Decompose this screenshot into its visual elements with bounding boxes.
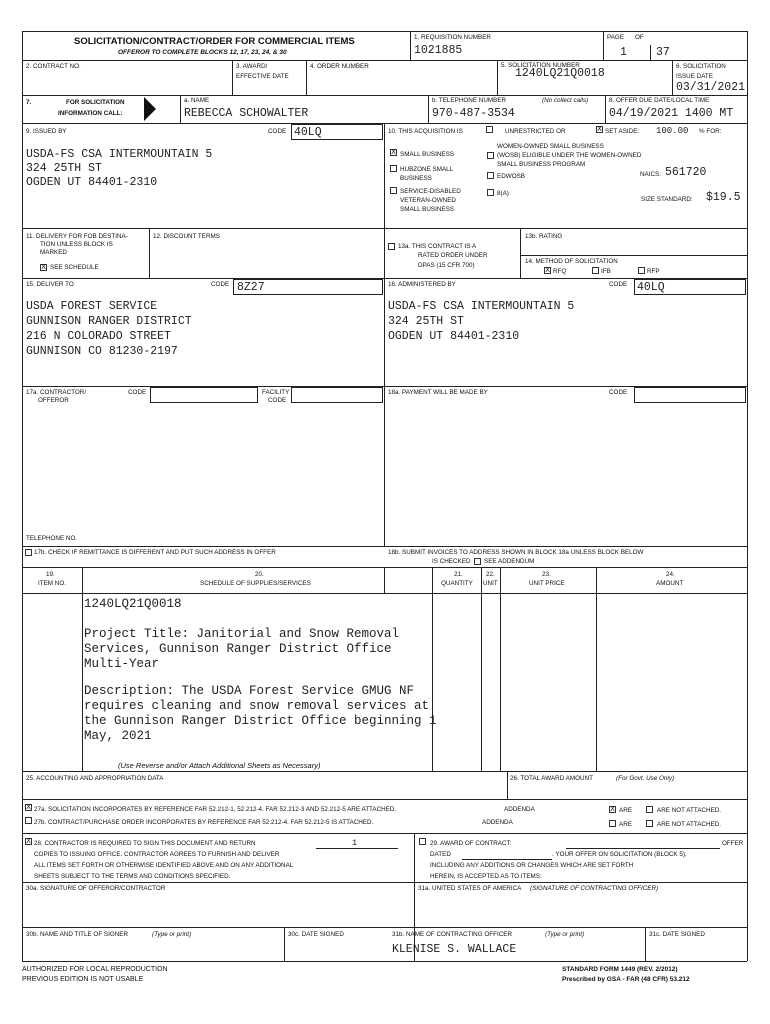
unrestricted-label: UNRESTRICTED OR <box>505 128 566 135</box>
col-23-number: 23. <box>542 571 551 578</box>
rated-order-label-2: RATED ORDER UNDER <box>418 252 488 259</box>
submit-invoices-label-2: IS CHECKED <box>432 558 471 565</box>
set-aside-for-label: % FOR: <box>699 128 722 135</box>
deliver-to-code-label: CODE <box>211 281 230 288</box>
block-28-line-1: 28. CONTRACTOR IS REQUIRED TO SIGN THIS DOCUMENT AND RETURN <box>34 840 256 847</box>
solicitation-date-value: 03/31/2021 <box>676 81 746 94</box>
signature-contractor-label: 30a. SIGNATURE OF OFFEROR/CONTRACTOR <box>26 885 166 892</box>
rated-order-label-3: DPAS (15 CFR 700) <box>418 262 475 269</box>
issued-by-code-label: CODE <box>268 128 287 135</box>
sdvosb-checkbox[interactable] <box>390 187 397 194</box>
offer-due-label: 8. OFFER DUE DATE/LOCAL TIME <box>609 97 710 104</box>
reverse-sheets-note: (Use Reverse and/or Attach Additional Sheets as Necessary) <box>118 761 321 770</box>
copies-underline <box>316 848 398 849</box>
rfq-checkbox[interactable]: X <box>545 266 550 274</box>
administered-by-line-2: 324 25TH ST <box>388 315 464 328</box>
block-27a-text: 27a. SOLICITATION INCORPORATES BY REFERENCE FAR 52.212-1, 52.212-4. FAR 52.212-3 AND 52.212-5 ARE ATTACHED. <box>34 806 397 813</box>
solicitation-date-label-2: ISSUE DATE <box>676 73 713 80</box>
contracting-officer-type-label: (Type or print) <box>545 931 585 938</box>
col-unit-header: UNIT <box>483 580 498 587</box>
telephone-label: b. TELEPHONE NUMBER <box>432 97 507 104</box>
officer-date-signed-label: 31c. DATE SIGNED <box>649 931 705 938</box>
eight-a-checkbox[interactable] <box>487 189 494 196</box>
footer-standard-form: STANDARD FORM 1449 (REV. 2/2012) <box>562 966 678 973</box>
hubzone-label-2: BUSINESS <box>400 175 432 182</box>
block-28-line-4: SHEETS SUBJECT TO THE TERMS AND CONDITIONS SPECIFIED. <box>34 873 231 880</box>
sdvosb-label-1: SERVICE-DISABLED <box>400 188 461 195</box>
block-29-dated: DATED <box>430 851 451 858</box>
block-27a-are-checkbox[interactable]: X <box>610 805 615 813</box>
arrow-right-icon <box>143 96 157 122</box>
hubzone-checkbox[interactable] <box>390 165 397 172</box>
col-21-number: 21. <box>454 571 463 578</box>
block-27b-are-label: ARE <box>619 821 632 828</box>
deliver-to-line-1: USDA FOREST SERVICE <box>26 300 158 313</box>
offer-due-value: 04/19/2021 1400 MT <box>609 107 734 120</box>
block-27b-checkbox[interactable] <box>25 817 32 824</box>
col-amount-header: AMOUNT <box>656 580 684 587</box>
block-27a-are-not-checkbox[interactable] <box>646 806 653 813</box>
code-box-payment <box>634 387 746 403</box>
wosb-label-3: SMALL BUSINESS PROGRAM <box>497 161 586 168</box>
solicitation-date-label-1: 6. SOLICITATION <box>676 63 726 70</box>
block-28-checkbox[interactable]: X <box>26 837 31 845</box>
set-aside-checkbox[interactable]: X <box>597 125 602 133</box>
see-schedule-label: SEE SCHEDULE <box>50 264 99 271</box>
contact-name-label: a. NAME <box>184 97 210 104</box>
block-28-line-2: COPIES TO ISSUING OFFICE. CONTRACTOR AGREES TO FURNISH AND DELIVER <box>34 851 280 858</box>
description-line-3: the Gunnison Ranger District Office beginning 1 <box>84 714 437 728</box>
remittance-checkbox[interactable] <box>25 549 32 556</box>
info-call-label-1: FOR SOLICITATION <box>66 99 125 106</box>
unrestricted-checkbox[interactable] <box>486 126 493 133</box>
block-27b-addenda: ADDENDA <box>482 819 513 826</box>
col-quantity-header: QUANTITY <box>441 580 473 587</box>
block-29-line-3: INCLUDING ANY ADDITIONS OR CHANGES WHICH ARE SET FORTH <box>430 862 634 869</box>
signer-name-label: 30b. NAME AND TITLE OF SIGNER <box>26 931 129 938</box>
signer-name-type-label: (Type or print) <box>152 931 192 938</box>
set-aside-label: SET ASIDE: <box>605 128 640 135</box>
code-box-facility <box>291 387 383 403</box>
block-29-offer: OFFER <box>722 840 744 847</box>
requisition-number-label: 1. REQUISITION NUMBER <box>414 34 491 41</box>
block-27a-are-not-label: ARE NOT ATTACHED. <box>657 807 722 814</box>
form-subtitle: OFFEROR TO COMPLETE BLOCKS 12, 17, 23, 24, & 30 <box>118 49 287 56</box>
issued-by-code-value: 40LQ <box>294 126 322 139</box>
contractor-code-label: CODE <box>128 389 147 396</box>
administered-by-label: 16. ADMINISTERED BY <box>388 281 456 288</box>
delivery-fob-label-3: MARKED <box>40 249 67 256</box>
sdvosb-label-3: SMALL BUSINESS <box>400 206 455 213</box>
col-24-number: 24. <box>666 571 675 578</box>
see-addendum-label: SEE ADDENDUM <box>484 558 535 565</box>
edwosb-checkbox[interactable] <box>487 172 494 179</box>
solicitation-number-value: 1240LQ21Q0018 <box>515 67 605 80</box>
block-27a-are-label: ARE <box>619 807 632 814</box>
col-20-number: 20. <box>255 571 264 578</box>
rfp-label: RFP <box>647 268 660 275</box>
col-unit-price-header: UNIT PRICE <box>529 580 565 587</box>
block-27b-are-not-label: ARE NOT ATTACHED. <box>657 821 722 828</box>
issued-by-line-2: 324 25TH ST <box>26 162 102 175</box>
facility-code-label-2: CODE <box>268 397 287 404</box>
block-29-line-1: 29. AWARD OF CONTRACT: <box>430 840 512 847</box>
delivery-fob-label-2: TION UNLESS BLOCK IS <box>40 241 113 248</box>
footer-local-reproduction: AUTHORIZED FOR LOCAL REPRODUCTION <box>22 966 168 973</box>
wosb-label-1: WOMEN-OWNED SMALL BUSINESS <box>497 143 604 150</box>
block-27b-text: 27b. CONTRACT/PURCHASE ORDER INCORPORATES BY REFERENCE FAR 52.212-4. FAR 52.212-5 IS ATTACHED. <box>34 819 374 826</box>
block-27b-are-checkbox[interactable] <box>609 820 616 827</box>
solicitation-number-label: 5. SOLICITATION NUMBER <box>501 62 580 69</box>
naics-label: NAICS: <box>640 171 661 178</box>
contracting-officer-name-value: KLENISE S. WALLACE <box>392 943 517 956</box>
page-label: PAGE <box>607 34 625 41</box>
deliver-to-code-value: 8Z27 <box>237 281 265 294</box>
payment-code-label: CODE <box>609 389 628 396</box>
rating-label: 13b. RATING <box>525 233 563 240</box>
requisition-number-value: 1021885 <box>414 44 463 57</box>
see-addendum-checkbox[interactable] <box>474 558 481 565</box>
block-27b-are-not-checkbox[interactable] <box>646 820 653 827</box>
method-solicitation-label: 14. METHOD OF SOLICITATION <box>525 258 618 265</box>
contractor-label-1: 17a. CONTRACTOR/ <box>26 389 87 396</box>
footer-prescribed-by: Prescribed by GSA - FAR (48 CFR) 53.212 <box>562 976 690 983</box>
description-line-4: May, 2021 <box>84 729 152 743</box>
project-title-line-2: Services, Gunnison Ranger District Office <box>84 642 392 656</box>
form-title: SOLICITATION/CONTRACT/ORDER FOR COMMERCIAL ITEMS <box>74 36 355 47</box>
accounting-data-label: 25. ACCOUNTING AND APPROPRIATION DATA <box>26 775 164 782</box>
col-22-number: 22. <box>486 571 495 578</box>
description-line-2: requires cleaning and snow removal services at <box>84 699 430 713</box>
acquisition-label: 10. THIS ACQUISITION IS <box>388 128 463 135</box>
col-item-no-header: ITEM NO. <box>38 580 66 587</box>
deliver-to-label: 15. DELIVER TO <box>26 281 74 288</box>
deliver-to-line-3: 216 N COLORADO STREET <box>26 330 171 343</box>
block-27a-addenda: ADDENDA <box>504 806 535 813</box>
telephone-value: 970-487-3534 <box>432 107 515 120</box>
set-aside-percent: 100.00 <box>656 126 689 136</box>
rfq-label: RFQ <box>553 268 567 275</box>
copies-value: 1 <box>352 838 358 848</box>
delivery-fob-label-1: 11. DELIVERY FOR FOB DESTINA- <box>26 233 128 240</box>
total-award-label: 26. TOTAL AWARD AMOUNT <box>510 775 593 782</box>
of-label: OF <box>635 34 644 41</box>
contractor-label-2: OFFEROR <box>38 397 69 404</box>
award-underline <box>566 848 720 849</box>
see-schedule-checkbox[interactable]: X <box>41 263 46 271</box>
block-28-line-3: ALL ITEMS SET FORTH OR OTHERWISE IDENTIFIED ABOVE AND ON ANY ADDITIONAL <box>34 862 294 869</box>
rfp-checkbox[interactable] <box>638 267 645 274</box>
issued-by-line-1: USDA-FS CSA INTERMOUNTAIN 5 <box>26 148 213 161</box>
project-title-line-3: Multi-Year <box>84 657 160 671</box>
order-number-label: 4. ORDER NUMBER <box>310 63 369 70</box>
administered-by-line-3: OGDEN UT 84401-2310 <box>388 330 520 343</box>
no-collect-label: (No collect calls) <box>542 97 589 104</box>
block-7-number: 7. <box>26 99 32 106</box>
page-total: 37 <box>656 46 670 59</box>
discount-terms-label: 12. DISCOUNT TERMS <box>153 233 220 240</box>
project-title-line-1: Project Title: Janitorial and Snow Removal <box>84 627 400 641</box>
size-standard-label: SIZE STANDARD: <box>641 196 693 203</box>
col-schedule-header: SCHEDULE OF SUPPLIES/SERVICES <box>200 580 311 587</box>
total-award-note: (For Govt. Use Only) <box>616 775 675 782</box>
award-date-label-2: EFFECTIVE DATE <box>236 73 289 80</box>
administered-by-code-value: 40LQ <box>637 281 665 294</box>
telephone-no-label: TELEPHONE NO. <box>26 535 78 542</box>
rated-order-checkbox[interactable] <box>388 243 395 250</box>
dated-underline <box>462 859 552 860</box>
administered-by-code-label: CODE <box>609 281 628 288</box>
hubzone-label-1: HUBZONE SMALL <box>400 166 454 173</box>
description-line-1: Description: The USDA Forest Service GMUG NF <box>84 684 415 698</box>
wosb-label-2: (WOSB) ELIGIBLE UNDER THE WOMEN-OWNED <box>497 152 642 159</box>
ifb-label: IFB <box>601 268 611 275</box>
edwosb-label: EDWOSB <box>497 173 525 180</box>
small-business-label: SMALL BUSINESS <box>400 151 455 158</box>
naics-value: 561720 <box>665 166 707 179</box>
deliver-to-line-4: GUNNISON CO 81230-2197 <box>26 345 178 358</box>
sdvosb-label-2: VETERAN-OWNED <box>400 197 456 204</box>
block-29-line-4: HEREIN, IS ACCEPTED AS TO ITEMS: <box>430 873 542 880</box>
signature-officer-label: (SIGNATURE OF CONTRACTING OFFICER) <box>530 885 659 892</box>
schedule-solicitation-number: 1240LQ21Q0018 <box>84 597 182 611</box>
info-call-label-2: INFORMATION CALL: <box>58 110 123 117</box>
contractor-date-signed-label: 30c. DATE SIGNED <box>288 931 344 938</box>
contracting-officer-name-label: 31b. NAME OF CONTRACTING OFFICER <box>392 931 513 938</box>
col-19-number: 19. <box>46 571 55 578</box>
wosb-checkbox[interactable] <box>487 152 494 159</box>
block-27a-checkbox[interactable]: X <box>26 803 31 811</box>
contact-name-value: REBECCA SCHOWALTER <box>184 107 309 120</box>
code-box-contractor <box>150 387 258 403</box>
submit-invoices-label-1: 18b. SUBMIT INVOICES TO ADDRESS SHOWN IN BLOCK 18a UNLESS BLOCK BELOW <box>388 549 644 556</box>
administered-by-line-1: USDA-FS CSA INTERMOUNTAIN 5 <box>388 300 575 313</box>
issued-by-label: 9. ISSUED BY <box>26 128 67 135</box>
contract-number-label: 2. CONTRACT NO. <box>26 63 81 70</box>
award-date-label-1: 3. AWARD/ <box>236 63 268 70</box>
eight-a-label: 8(A) <box>497 190 509 197</box>
issued-by-line-3: OGDEN UT 84401-2310 <box>26 176 158 189</box>
rated-order-label-1: 13a. THIS CONTRACT IS A <box>398 243 477 250</box>
deliver-to-line-2: GUNNISON RANGER DISTRICT <box>26 315 192 328</box>
block-29-checkbox[interactable] <box>419 838 426 845</box>
block-29-line-2: . YOUR OFFER ON SOLICITATION (BLOCK 5), <box>552 851 687 858</box>
facility-code-label-1: FACILITY <box>262 389 290 396</box>
ifb-checkbox[interactable] <box>592 267 599 274</box>
signature-usa-label: 31a. UNITED STATES OF AMERICA <box>418 885 522 892</box>
page-number: 1 <box>620 46 627 59</box>
remittance-label: 17b. CHECK IF REMITTANCE IS DIFFERENT AND PUT SUCH ADDRESS IN OFFER <box>34 549 276 556</box>
size-standard-value: $19.5 <box>706 191 741 204</box>
footer-previous-edition: PREVIOUS EDITION IS NOT USABLE <box>22 976 144 983</box>
small-business-checkbox[interactable]: X <box>391 148 396 156</box>
payment-by-label: 18a. PAYMENT WILL BE MADE BY <box>388 389 488 396</box>
